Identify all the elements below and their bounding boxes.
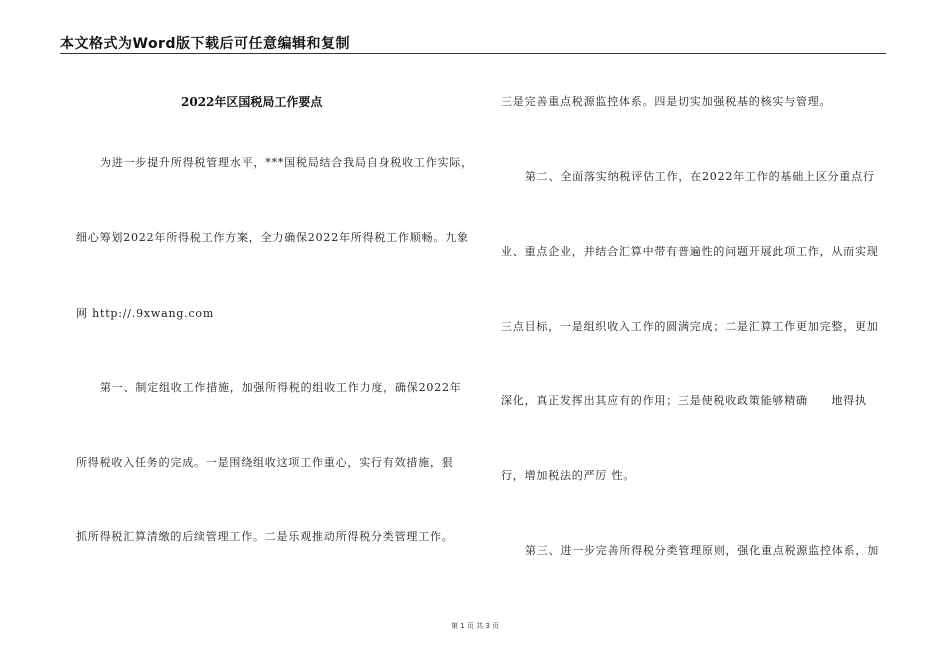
paragraph-line: 第一、制定组收工作措施，加强所得税的组收工作力度，确保2022年 bbox=[100, 381, 462, 394]
paragraph-line: 业、重点企业，并结合汇算中带有普遍性的问题开展此项工作，从而实现 bbox=[501, 245, 879, 258]
paragraph-line: 网 http://.9xwang.com bbox=[76, 307, 215, 320]
paragraph-line: 细心筹划2022年所得税工作方案，全力确保2022年所得税工作顺畅。九象 bbox=[76, 231, 469, 244]
page-number: 第 1 页 共 3 页 bbox=[450, 622, 500, 630]
header-divider bbox=[60, 53, 886, 54]
paragraph-line: 行，增加税法的严厉 性。 bbox=[501, 469, 636, 482]
document-title: 2022年区国税局工作要点 bbox=[181, 95, 323, 109]
paragraph-line: 抓所得税汇算清缴的后续管理工作。二是乐观推动所得税分类管理工作。 bbox=[76, 530, 454, 543]
paragraph-line: 所得税收入任务的完成。一是围绕组收这项工作重心，实行有效措施，狠 bbox=[76, 456, 454, 469]
paragraph-line: 为进一步提升所得税管理水平，***国税局结合我局自身税收工作实际， bbox=[100, 156, 473, 169]
paragraph-line: 三点目标，一是组织收入工作的圆满完成；二是汇算工作更加完整，更加 bbox=[501, 320, 879, 333]
header-text: 本文格式为Word版下载后可任意编辑和复制 bbox=[60, 36, 350, 52]
paragraph-line: 第三、进一步完善所得税分类管理原则，强化重点税源监控体系，加 bbox=[525, 544, 879, 557]
paragraph-line: 第二、全面落实纳税评估工作，在2022年工作的基础上区分重点行 bbox=[525, 170, 875, 183]
paragraph-line: 深化，真正发挥出其应有的作用；三是使税收政策能够精确 地得执 bbox=[501, 394, 867, 407]
paragraph-line: 三是完善重点税源监控体系。四是切实加强税基的核实与管理。 bbox=[501, 95, 832, 108]
